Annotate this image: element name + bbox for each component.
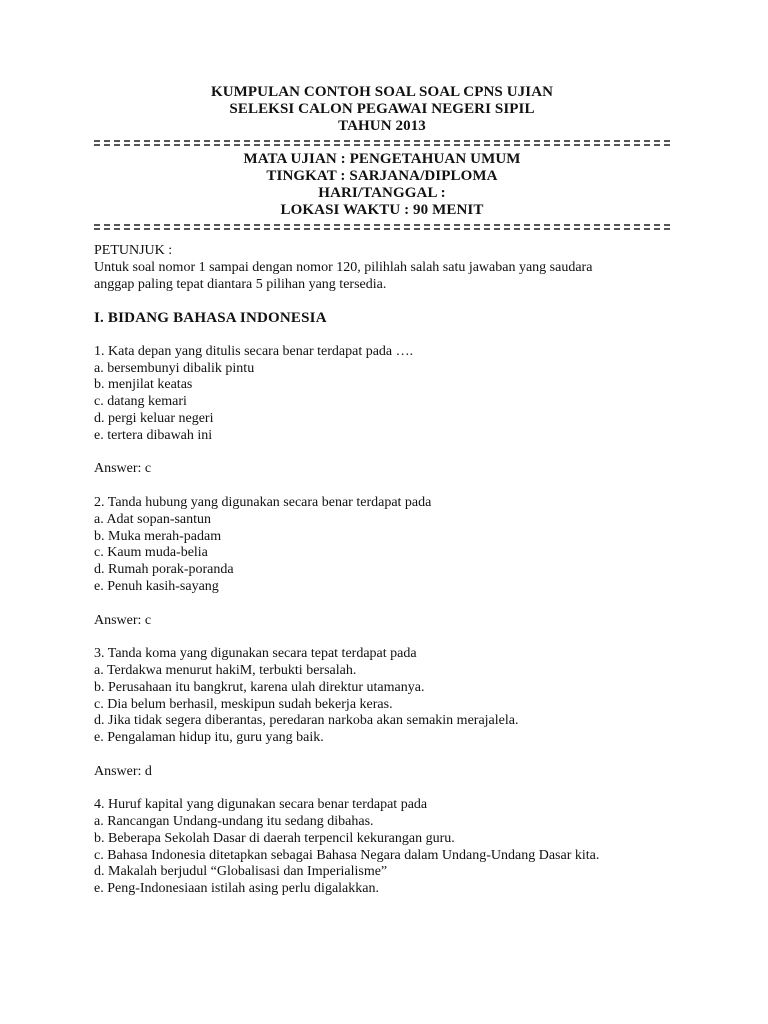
option-b: b. menjilat keatas [94,377,193,393]
question-text: 4. Huruf kapital yang digunakan secara benar terdapat pada [94,797,428,813]
option-b: b. Beberapa Sekolah Dasar di daerah terpencil kekurangan guru. [94,830,455,846]
separator-top [94,135,670,151]
section-title: I. BIDANG BAHASA INDONESIA [94,310,327,327]
exam-info [94,151,670,219]
instructions-line-2: anggap paling tepat diantara 5 pilihan yang tersedia. [94,276,387,292]
option-d: d. Jika tidak segera diberantas, peredaran narkoba akan semakin merajalela. [94,713,519,729]
option-e: e. tertera dibawah ini [94,427,213,443]
question-3 [94,646,670,780]
option-a: a. Terdakwa menurut hakiM, terbukti bersalah. [94,662,357,678]
answer: Answer: c [94,612,152,628]
option-a: a. Adat sopan-santun [94,511,212,527]
question-1 [94,344,670,478]
header-title-line-3: TAHUN 2013 [338,118,426,134]
question-text: 1. Kata depan yang ditulis secara benar terdapat pada …. [94,343,414,359]
option-e: e. Penuh kasih-sayang [94,578,219,594]
question-text: 3. Tanda koma yang digunakan secara tepat terdapat pada [94,646,417,662]
option-c: c. Dia belum berhasil, meskipun sudah bekerja keras. [94,696,393,712]
option-e: e. Peng-Indonesiaan istilah asing perlu digalakkan. [94,881,379,897]
option-b: b. Muka merah-padam [94,528,222,544]
question-2 [94,495,670,629]
separator-bottom [94,219,670,235]
option-e: e. Pengalaman hidup itu, guru yang baik. [94,730,324,746]
answer: Answer: c [94,461,152,477]
option-d: d. Rumah porak-poranda [94,562,234,578]
option-c: c. Kaum muda-belia [94,545,208,561]
answer: Answer: d [94,763,152,779]
exam-level: TINGKAT : SARJANA/DIPLOMA [266,168,498,184]
question-text: 2. Tanda hubung yang digunakan secara benar terdapat pada [94,494,432,510]
document-page [94,84,670,898]
option-a: a. bersembunyi dibalik pintu [94,360,255,376]
header-title-line-1: KUMPULAN CONTOH SOAL SOAL CPNS UJIAN [210,84,554,100]
option-d: d. pergi keluar negeri [94,410,214,426]
instructions [94,243,670,293]
exam-duration: LOKASI WAKTU : 90 MENIT [280,202,484,218]
instructions-line-1: Untuk soal nomor 1 sampai dengan nomor 120, pilihlah salah satu jawaban yang saudara [94,259,593,275]
exam-date: HARI/TANGGAL : [318,185,446,201]
option-d: d. Makalah berjudul “Globalisasi dan Imperialisme” [94,864,388,880]
header-title-line-2: SELEKSI CALON PEGAWAI NEGERI SIPIL [229,101,535,117]
option-a: a. Rancangan Undang-undang itu sedang dibahas. [94,814,374,830]
option-b: b. Perusahaan itu bangkrut, karena ulah direktur utamanya. [94,679,425,695]
instructions-label: PETUNJUK : [94,243,173,258]
document-header [94,84,670,135]
option-c: c. Bahasa Indonesia ditetapkan sebagai Bahasa Negara dalam Undang-Undang Dasar kita. [94,847,600,863]
question-4 [94,797,670,898]
option-c: c. datang kemari [94,394,187,410]
exam-subject: MATA UJIAN : PENGETAHUAN UMUM [243,151,521,167]
